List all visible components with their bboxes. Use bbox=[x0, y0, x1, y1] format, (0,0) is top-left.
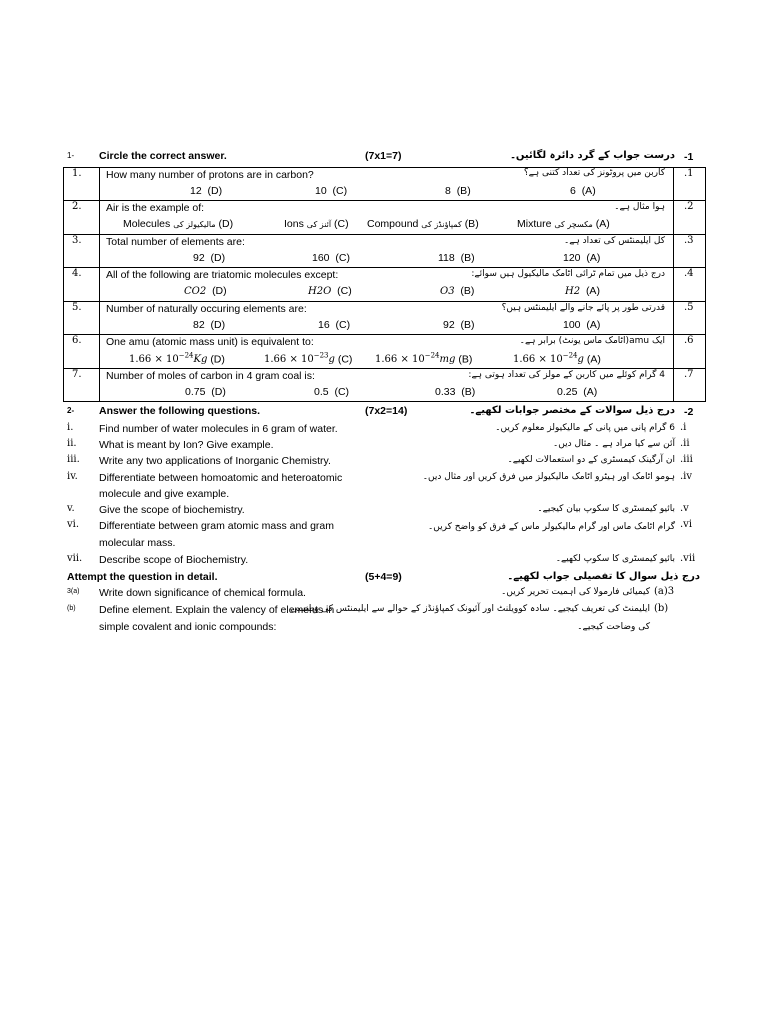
question-text: What is meant by Ion? Give example. bbox=[99, 439, 274, 451]
part-urdu-number: (b) bbox=[654, 603, 669, 614]
option-d-label: (D) bbox=[207, 185, 223, 197]
option-b[interactable]: O3 bbox=[440, 286, 455, 297]
option-b-urdu: کمپاؤنڈز کی bbox=[421, 220, 462, 229]
part-text: Write down significance of chemical formula. bbox=[99, 587, 306, 599]
question-number: iv. bbox=[67, 471, 78, 482]
part-text: Define element. Explain the valency of elements in bbox=[99, 604, 335, 616]
question-number: 3. bbox=[72, 235, 82, 246]
section1-title: Circle the correct answer. bbox=[99, 150, 227, 162]
question-number: i. bbox=[67, 422, 74, 433]
section3-title: Attempt the question in detail. bbox=[67, 571, 218, 583]
part-number: 3(a) bbox=[67, 588, 80, 595]
part-urdu-number: (a)3 bbox=[654, 586, 675, 597]
option-d[interactable]: 0.75 bbox=[185, 386, 206, 398]
option-d-label: (D) bbox=[210, 252, 226, 264]
option-d[interactable] bbox=[129, 352, 225, 365]
part-urdu: ایلیمنٹ کی تعریف کیجیے۔ سادہ کوویلنٹ اور آئیونک کمپاؤنڈز کے حوالے سے ایلیمنٹس کی ویلنسی bbox=[290, 604, 650, 614]
option-d[interactable]: 92 bbox=[193, 252, 205, 264]
option-a-label: (A) bbox=[586, 319, 601, 331]
part-number: (b) bbox=[67, 605, 76, 612]
question-urdu: بائیو کیمسٹری کا سکوپ لکھیے۔ bbox=[555, 554, 675, 564]
option-a[interactable]: 120 bbox=[563, 252, 581, 264]
question-number: 1. bbox=[72, 168, 82, 179]
option-a[interactable] bbox=[513, 352, 601, 365]
question-urdu-number: .i bbox=[680, 422, 687, 433]
question-text: Differentiate between homoatomic and heteroatomic bbox=[99, 472, 343, 484]
section3-marks: (5+4=9) bbox=[365, 571, 402, 583]
question-number: 7. bbox=[72, 369, 82, 380]
option-c-base: 1.66 × 10 bbox=[264, 354, 314, 366]
question-urdu: قدرتی طور پر پائے جانے والے ایلیمنٹس ہیں؟ bbox=[501, 303, 665, 313]
question-urdu: بائیو کیمسٹری کا سکوپ بیان کیجیے۔ bbox=[537, 504, 675, 514]
section1-urdu-title: درست جواب کے گرد دائرہ لگائیں۔ bbox=[510, 150, 675, 161]
question-number: 2. bbox=[72, 201, 82, 212]
section2-urdu-number: -2 bbox=[684, 406, 694, 418]
question-number: v. bbox=[67, 503, 75, 514]
option-c[interactable]: 160 bbox=[312, 252, 330, 264]
option-a-label: (A) bbox=[581, 185, 596, 197]
option-d[interactable]: 12 bbox=[190, 185, 202, 197]
question-urdu-number: .5 bbox=[684, 302, 694, 313]
option-a-label: (A) bbox=[595, 218, 610, 230]
option-b-label: (B) bbox=[460, 319, 475, 331]
question-urdu-number: .2 bbox=[684, 201, 694, 212]
option-b-label: (B) bbox=[456, 185, 471, 197]
option-c[interactable]: Ions bbox=[284, 218, 304, 230]
option-a[interactable]: 100 bbox=[563, 319, 581, 331]
part-urdu-line2: کی وضاحت کیجیے۔ bbox=[577, 622, 650, 632]
part-text-line2: simple covalent and ionic compounds: bbox=[99, 621, 277, 633]
option-d[interactable]: CO2 bbox=[184, 286, 207, 297]
question-urdu-number: .iii bbox=[680, 454, 693, 465]
option-c[interactable] bbox=[264, 352, 352, 365]
question-text: One amu (atomic mass unit) is equivalent to: bbox=[106, 336, 314, 348]
option-b-label: (B) bbox=[464, 218, 479, 230]
question-number: 5. bbox=[72, 302, 82, 313]
option-d-exponent: −24 bbox=[178, 352, 194, 360]
question-urdu-number: .6 bbox=[684, 335, 694, 346]
option-a-label: (A) bbox=[585, 285, 600, 297]
option-b-base: 1.66 × 10 bbox=[375, 354, 425, 366]
question-urdu-number: .1 bbox=[684, 168, 694, 179]
option-a-urdu: مکسچر کی bbox=[554, 220, 593, 229]
option-d-urdu: مالیکیولز کی bbox=[173, 220, 216, 229]
question-urdu-number: .ii bbox=[680, 438, 690, 449]
question-urdu-number: .iv bbox=[680, 471, 693, 482]
section1-number: 1- bbox=[67, 151, 75, 160]
option-b[interactable]: Compound bbox=[367, 218, 419, 230]
option-a-exponent: −24 bbox=[562, 352, 578, 360]
question-urdu-number: .v bbox=[680, 503, 689, 514]
option-c-label: (C) bbox=[335, 319, 351, 331]
option-a[interactable]: H2 bbox=[565, 286, 581, 297]
question-text: Describe scope of Biochemistry. bbox=[99, 554, 249, 566]
question-urdu: ایک amu(اٹامک ماس یونٹ) برابر ہے۔ bbox=[519, 336, 665, 346]
question-number: ii. bbox=[67, 438, 77, 449]
question-urdu-number: .vi bbox=[680, 519, 693, 530]
option-c[interactable]: 10 bbox=[315, 185, 327, 197]
option-a[interactable]: 6 bbox=[570, 185, 576, 197]
option-b[interactable]: 0.33 bbox=[435, 386, 456, 398]
question-text-line2: molecular mass. bbox=[99, 537, 176, 549]
section3-urdu-title: درج ذیل سوال کا تفصیلی جواب لکھیے۔ bbox=[507, 571, 700, 582]
question-urdu-number: .4 bbox=[684, 268, 694, 279]
section2-marks: (7x2=14) bbox=[365, 405, 408, 417]
option-b-label: (B) bbox=[460, 285, 475, 297]
question-text: Number of moles of carbon in 4 gram coal is: bbox=[106, 370, 315, 382]
question-urdu: ہومو اٹامک اور ہیٹرو اٹامک مالیکیولز میں فرق کریں اور مثال دیں۔ bbox=[422, 472, 675, 482]
question-urdu: کاربن میں پروٹونز کی تعداد کتنی ہے؟ bbox=[523, 168, 665, 178]
option-b-unit: mg bbox=[439, 354, 456, 366]
option-a-label: (A) bbox=[586, 252, 601, 264]
option-d-label: (D) bbox=[211, 386, 226, 398]
question-urdu: درج ذیل میں تمام ٹرائی اٹامک مالیکیول ہیں سوائے: bbox=[471, 269, 665, 279]
option-c-label: (C) bbox=[335, 252, 350, 264]
question-text-line2: molecule and give example. bbox=[99, 488, 230, 500]
question-text: Give the scope of biochemistry. bbox=[99, 504, 245, 516]
question-urdu-number: .3 bbox=[684, 235, 694, 246]
option-c[interactable]: 16 bbox=[318, 319, 330, 331]
question-number: 4. bbox=[72, 268, 82, 279]
option-b-label: (B) bbox=[458, 353, 473, 366]
option-c-urdu: آئنز کی bbox=[306, 220, 332, 229]
question-urdu: ان آرگینک کیمسٹری کے دو استعمالات لکھیے۔ bbox=[507, 455, 675, 465]
section2-urdu-title: درج ذیل سوالات کے مختصر جوابات لکھیے۔ bbox=[469, 405, 675, 416]
section2-title: Answer the following questions. bbox=[99, 405, 261, 417]
option-c-label: (C) bbox=[334, 386, 350, 398]
option-d-label: (D) bbox=[218, 218, 234, 230]
question-text: All of the following are triatomic molecules except: bbox=[106, 269, 339, 281]
option-a[interactable]: Mixture bbox=[517, 218, 552, 230]
option-d-base: 1.66 × 10 bbox=[129, 354, 179, 366]
option-b-label: (B) bbox=[461, 386, 476, 398]
question-number: 6. bbox=[72, 335, 82, 346]
option-a[interactable]: 0.25 bbox=[557, 386, 578, 398]
option-b[interactable] bbox=[375, 352, 472, 365]
option-c[interactable]: H2O bbox=[308, 286, 332, 297]
question-text: Write any two applications of Inorganic Chemistry. bbox=[99, 455, 331, 467]
option-b[interactable]: 92 bbox=[443, 319, 455, 331]
option-b[interactable]: 8 bbox=[445, 185, 451, 197]
option-d-unit: Kg bbox=[193, 354, 208, 366]
question-number: vii. bbox=[67, 553, 83, 564]
option-d-label: (D) bbox=[210, 353, 225, 366]
option-a-unit: g bbox=[577, 354, 584, 366]
option-c-label: (C) bbox=[332, 185, 348, 197]
option-a-label: (A) bbox=[583, 386, 598, 398]
option-d-label: (D) bbox=[212, 285, 227, 297]
option-c[interactable]: 0.5 bbox=[314, 386, 329, 398]
question-text: Air is the example of: bbox=[106, 202, 205, 214]
option-c-label: (C) bbox=[337, 353, 353, 366]
option-d-label: (D) bbox=[210, 319, 226, 331]
option-a-label: (A) bbox=[586, 353, 601, 366]
question-urdu: 6 گرام پانی میں پانی کے مالیکیولز معلوم کریں۔ bbox=[495, 423, 675, 433]
question-urdu: آئن سے کیا مراد ہے ۔ مثال دیں۔ bbox=[552, 439, 675, 449]
option-b-label: (B) bbox=[460, 252, 475, 264]
question-urdu-number: .vii bbox=[680, 553, 696, 564]
option-b-exponent: −24 bbox=[424, 352, 440, 360]
option-a-base: 1.66 × 10 bbox=[513, 354, 563, 366]
question-text: Differentiate between gram atomic mass and gram bbox=[99, 520, 334, 532]
section1-urdu-number: -1 bbox=[684, 151, 694, 163]
question-number: vi. bbox=[67, 519, 80, 530]
part-urdu: کیمیائی فارمولا کی اہمیت تحریر کریں۔ bbox=[501, 587, 650, 597]
question-number: iii. bbox=[67, 454, 80, 465]
section2-number: 2- bbox=[67, 406, 75, 415]
question-urdu-number: .7 bbox=[684, 369, 694, 380]
option-d[interactable]: Molecules bbox=[123, 218, 171, 230]
question-text: Number of naturally occuring elements are: bbox=[106, 303, 307, 315]
option-b[interactable]: 118 bbox=[438, 252, 455, 264]
question-text: How many number of protons are in carbon? bbox=[106, 169, 314, 181]
question-urdu: ہوا مثال ہے۔ bbox=[614, 202, 665, 212]
option-c-label: (C) bbox=[334, 218, 349, 230]
section1-marks: (7x1=7) bbox=[365, 150, 402, 162]
question-urdu: گرام اٹامک ماس اور گرام مالیکیولر ماس کے فرق کو واضح کریں۔ bbox=[427, 522, 675, 532]
option-c-unit: g bbox=[328, 354, 335, 366]
question-text: Total number of elements are: bbox=[106, 236, 245, 248]
option-c-label: (C) bbox=[337, 285, 352, 297]
option-c-exponent: −23 bbox=[313, 352, 329, 360]
option-d[interactable]: 82 bbox=[193, 319, 205, 331]
question-text: Find number of water molecules in 6 gram of water. bbox=[99, 423, 338, 435]
question-urdu: 4 گرام کوئلے میں کاربن کے مولز کی تعداد ہوتی ہے: bbox=[468, 370, 665, 380]
question-urdu: کل ایلیمنٹس کی تعداد ہے۔ bbox=[563, 236, 665, 246]
